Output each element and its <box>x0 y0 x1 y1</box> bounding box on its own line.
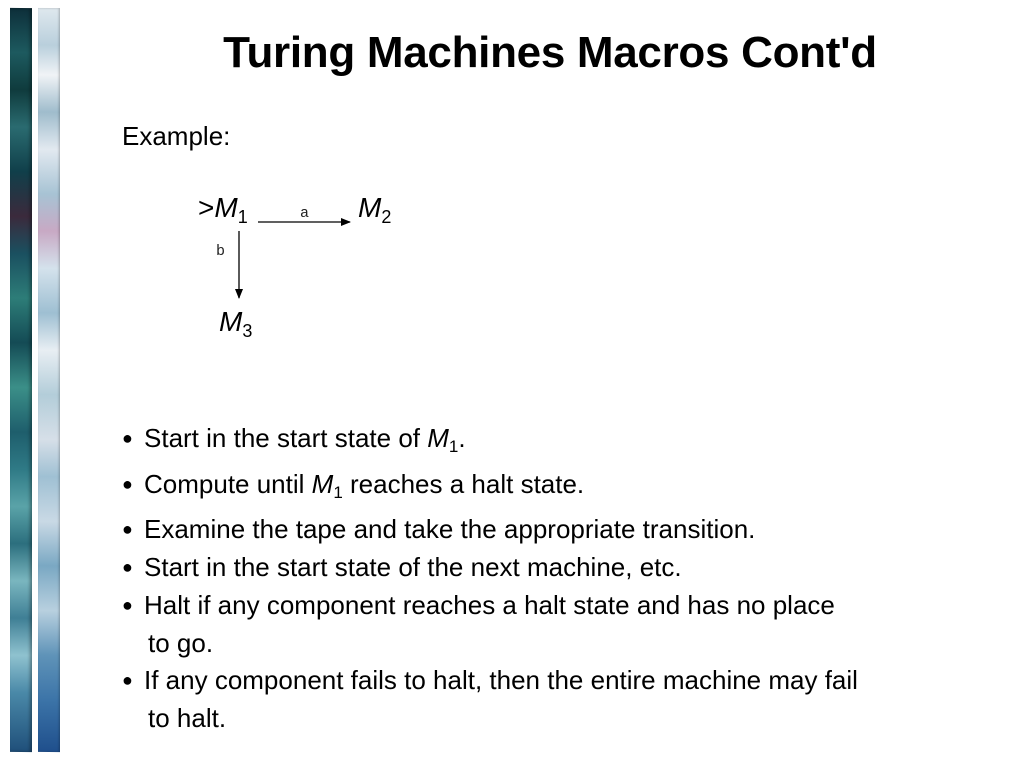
bullet-math-subscript: 1 <box>333 482 343 502</box>
node-m2-subscript: 2 <box>381 207 392 227</box>
node-m1-subscript: 1 <box>237 207 248 227</box>
node-m2-letter: M <box>358 192 382 223</box>
node-m3-subscript: 3 <box>242 321 253 341</box>
example-label: Example: <box>122 121 231 151</box>
bullet-item <box>122 466 858 512</box>
node-m3-letter: M <box>219 306 243 337</box>
bullet-item <box>122 420 858 466</box>
bullet-math: M <box>427 423 449 453</box>
bullet-dot-icon: ● <box>122 594 133 615</box>
node-m1 <box>198 192 248 228</box>
bullet-continuation: to halt. <box>148 702 227 733</box>
bullet-text: Start in the start state of the next machine, etc. <box>144 552 682 583</box>
bullet-math-subscript: 1 <box>448 437 459 456</box>
edge-label-b: b <box>216 243 226 260</box>
start-marker: > <box>198 192 215 223</box>
bullet-dot-icon: ● <box>122 557 133 578</box>
node-m1-letter: M <box>214 192 238 223</box>
bullet-dot-icon: ● <box>122 519 133 540</box>
edge-label-a: a <box>300 205 310 222</box>
bullet-text: If any component fails to halt, then the entire machine may fail <box>144 665 858 696</box>
bullet-text-post: . <box>458 423 466 453</box>
bullet-text: Compute until <box>144 468 312 499</box>
bullet-math: M <box>311 468 334 499</box>
bullet-dot-icon: ● <box>122 428 133 448</box>
bullet-dot-icon: ● <box>122 473 133 494</box>
bullet-item <box>122 662 858 737</box>
bullet-dot-icon: ● <box>122 670 133 691</box>
bullet-text: Examine the tape and take the appropriate transition. <box>144 514 756 545</box>
bullet-item <box>122 511 858 549</box>
bullet-item <box>122 587 858 662</box>
bullet-text: Start in the start state of <box>144 423 428 453</box>
node-m3 <box>219 306 252 342</box>
bullet-list <box>122 420 858 738</box>
bullet-item <box>122 549 858 587</box>
slide-title: Turing Machines Macros Cont'd <box>223 28 877 77</box>
node-m2 <box>358 192 391 228</box>
bullet-continuation: to go. <box>148 627 214 658</box>
bullet-text-post: reaches a halt state. <box>342 468 585 499</box>
bullet-text: Halt if any component reaches a halt state and has no place <box>144 589 835 620</box>
